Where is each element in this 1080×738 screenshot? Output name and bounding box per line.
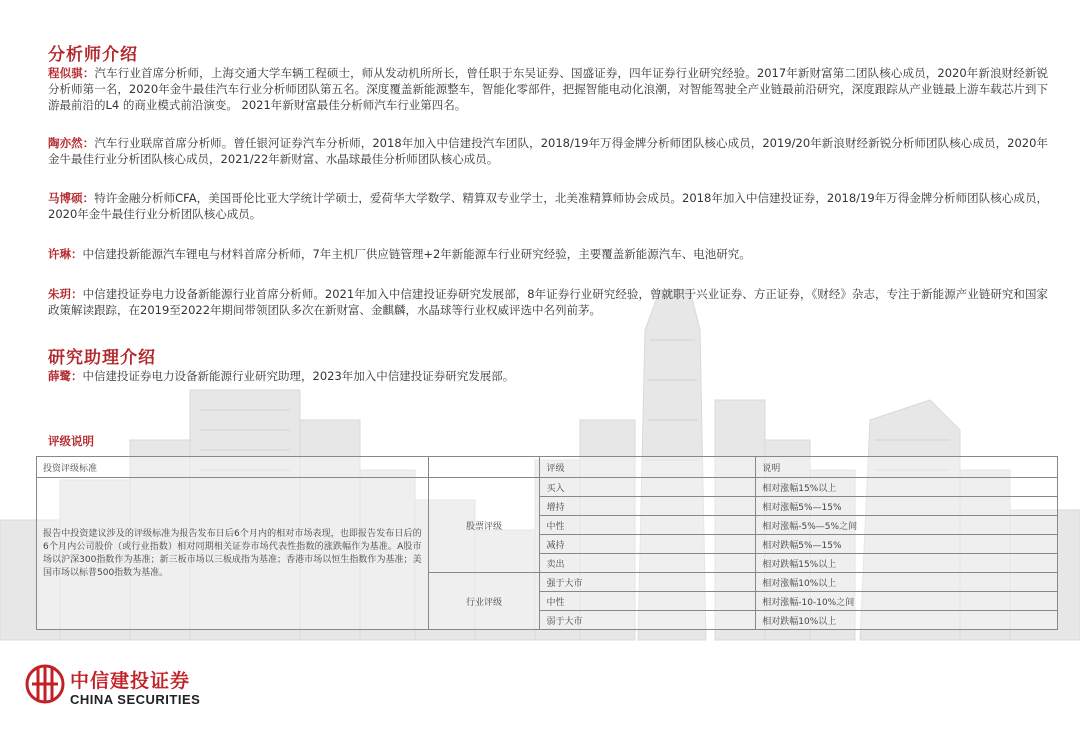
- header-desc: 说明: [756, 457, 1058, 478]
- desc-cell: 相对涨幅5%—15%: [756, 497, 1058, 516]
- assistant-bio-1: [48, 368, 1048, 384]
- desc-cell: 相对跌幅15%以上: [756, 554, 1058, 573]
- analyst-bio-1: [48, 65, 1048, 113]
- table-row: [37, 478, 1058, 497]
- stock-rating-group: 股票评级: [428, 478, 540, 573]
- analyst-name: 陶亦然：: [48, 136, 95, 150]
- assistant-text: 中信建投证券电力设备新能源行业研究助理，2023年加入中信建投证券研究发展部。: [82, 369, 515, 383]
- analyst-section-title: 分析师介绍: [48, 45, 138, 65]
- analyst-name: 马博硕：: [48, 191, 95, 205]
- desc-cell: 相对涨幅-5%—5%之间: [756, 516, 1058, 535]
- grade-cell: 增持: [540, 497, 756, 516]
- rating-table: [36, 456, 1058, 630]
- desc-cell: 相对跌幅10%以上: [756, 611, 1058, 630]
- analyst-text: 汽车行业首席分析师，上海交通大学车辆工程硕士，师从发动机所所长，曾任职于东吴证券、国盛证券，四年证券行业研究经验。2017年新财富第二团队核心成员，2020年新浪财经新锐分析师第一名，2020年金牛最佳汽车行业分析师团队第五名。深度覆盖新能源整车，智能化零部件，把握智能电动化浪潮，对智能驾驶全产业链最前沿研究，深度跟踪从产业链最上游车载芯片到下游最前沿的L4 的商业模式前沿演变。 2021年新财富最佳分析师汽车行业第四名。: [48, 66, 1049, 112]
- assistant-section-title: 研究助理介绍: [48, 348, 156, 368]
- analyst-name: 程似骐：: [48, 66, 95, 80]
- header-standard: 投资评级标准: [37, 457, 429, 478]
- rating-section-title: 评级说明: [48, 434, 94, 448]
- grade-cell: 强于大市: [540, 573, 756, 592]
- grade-cell: 弱于大市: [540, 611, 756, 630]
- rating-standard-text: 报告中投资建议涉及的评级标准为报告发布日后6个月内的相对市场表现，也即报告发布日后的6个月内公司股价（或行业指数）相对同期相关证券市场代表性指数的涨跌幅作为基准。A股市场以沪深300指数作为基准；新三板市场以三板成指为基准；香港市场以恒生指数作为基准；美国市场以标普500指数为基准。: [37, 478, 429, 630]
- assistant-name: 薛鹭：: [48, 369, 83, 383]
- desc-cell: 相对跌幅5%—15%: [756, 535, 1058, 554]
- analyst-bio-4: [48, 246, 1048, 262]
- desc-cell: 相对涨幅-10-10%之间: [756, 592, 1058, 611]
- analyst-bio-2: [48, 135, 1048, 167]
- logo-chinese-text: 中信建投证券: [70, 670, 191, 692]
- industry-rating-group: 行业评级: [428, 573, 540, 630]
- header-grade: 评级: [540, 457, 756, 478]
- rating-table-header: [37, 457, 1058, 478]
- grade-cell: 中性: [540, 592, 756, 611]
- grade-cell: 买入: [540, 478, 756, 497]
- analyst-bio-5: [48, 286, 1048, 318]
- china-securities-logo-icon: [24, 658, 66, 710]
- analyst-name: 许琳：: [48, 247, 83, 261]
- analyst-text: 特许金融分析师CFA，美国哥伦比亚大学统计学硕士，爱荷华大学数学、精算双专业学士，北美准精算师协会成员。2018年加入中信建投证券，2018/19年万得金牌分析师团队核心成员，2020年金牛最佳行业分析团队核心成员。: [48, 191, 1048, 221]
- grade-cell: 减持: [540, 535, 756, 554]
- desc-cell: 相对涨幅15%以上: [756, 478, 1058, 497]
- analyst-text: 汽车行业联席首席分析师。曾任银河证券汽车分析师，2018年加入中信建投汽车团队，2018/19年万得金牌分析师团队核心成员，2019/20年新浪财经新锐分析师团队核心成员，2020年金牛最佳行业分析团队核心成员，2021/22年新财富、水晶球最佳分析师团队核心成员。: [48, 136, 1049, 166]
- analyst-name: 朱玥：: [48, 287, 83, 301]
- desc-cell: 相对涨幅10%以上: [756, 573, 1058, 592]
- analyst-text: 中信建投新能源汽车锂电与材料首席分析师，7年主机厂供应链管理+2年新能源车行业研究经验，主要覆盖新能源汽车、电池研究。: [82, 247, 751, 261]
- grade-cell: 中性: [540, 516, 756, 535]
- analyst-bio-3: [48, 190, 1048, 222]
- logo-english-text: CHINA SECURITIES: [70, 692, 201, 707]
- grade-cell: 卖出: [540, 554, 756, 573]
- analyst-text: 中信建投证券电力设备新能源行业首席分析师。2021年加入中信建投证券研究发展部，8年证券行业研究经验，曾就职于兴业证券、方正证券，《财经》杂志，专注于新能源产业链研究和国家政策解读跟踪，在2019至2022年期间带领团队多次在新财富、金麒麟，水晶球等行业权威评选中名列前茅。: [48, 287, 1049, 317]
